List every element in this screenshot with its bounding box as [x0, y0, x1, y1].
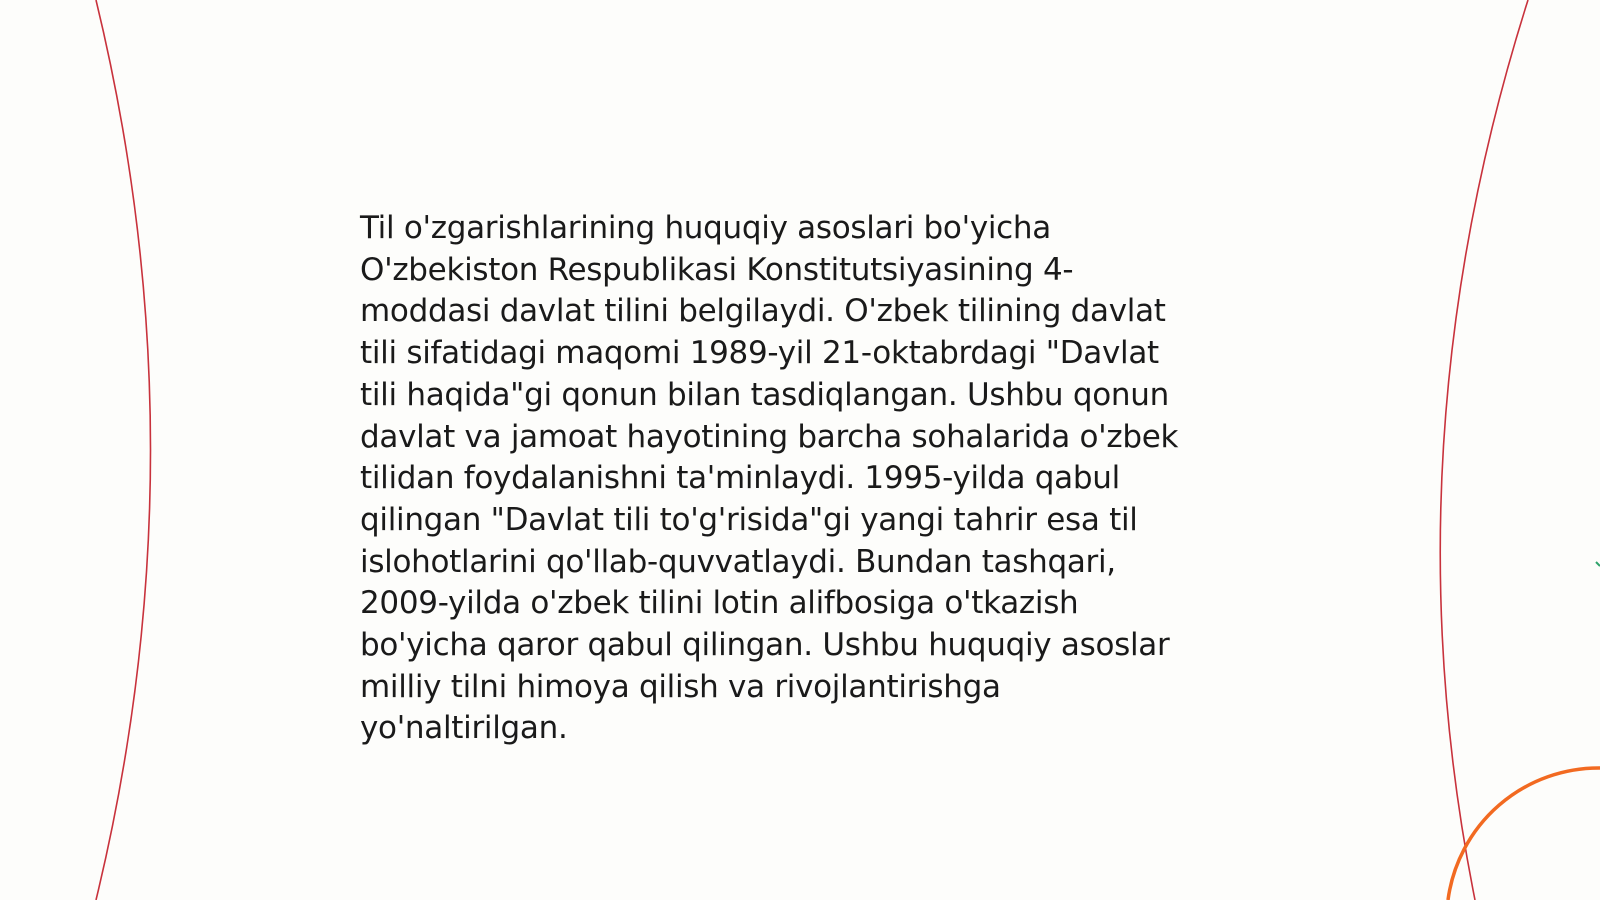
text-line-3: moddasi davlat tilini belgilaydi. O'zbek tilining davlat — [360, 293, 1166, 330]
orange-arc — [1448, 768, 1600, 900]
text-line-7: tilidan foydalanishni ta'minlaydi. 1995-yilda qabul — [360, 460, 1120, 497]
slide-body-text — [360, 208, 1240, 750]
text-line-5: tili haqida"gi qonun bilan tasdiqlangan. Ushbu qonun — [360, 376, 1169, 413]
text-line-9: islohotlarini qo'llab-quvvatlaydi. Bundan tashqari, — [360, 543, 1116, 580]
text-line-2: O'zbekiston Respublikasi Konstitutsiyasining 4- — [360, 251, 1074, 288]
text-line-4: tili sifatidagi maqomi 1989-yil 21-oktabrdagi "Davlat — [360, 335, 1159, 372]
green-tick-mark — [1596, 562, 1600, 566]
text-line-8: qilingan "Davlat tili to'g'risida"gi yangi tahrir esa til — [360, 501, 1138, 538]
right-curve-line — [1440, 0, 1528, 900]
text-line-11: bo'yicha qaror qabul qilingan. Ushbu huquqiy asoslar — [360, 627, 1170, 664]
text-line-13: yo'naltirilgan. — [360, 710, 568, 747]
left-curve-line — [96, 0, 151, 900]
text-line-1: Til o'zgarishlarining huquqiy asoslari bo'yicha — [360, 210, 1051, 246]
text-line-12: milliy tilni himoya qilish va rivojlantirishga — [360, 668, 1001, 705]
text-line-6: davlat va jamoat hayotining barcha sohalarida o'zbek — [360, 418, 1179, 455]
text-line-10: 2009-yilda o'zbek tilini lotin alifbosiga o'tkazish — [360, 585, 1079, 622]
